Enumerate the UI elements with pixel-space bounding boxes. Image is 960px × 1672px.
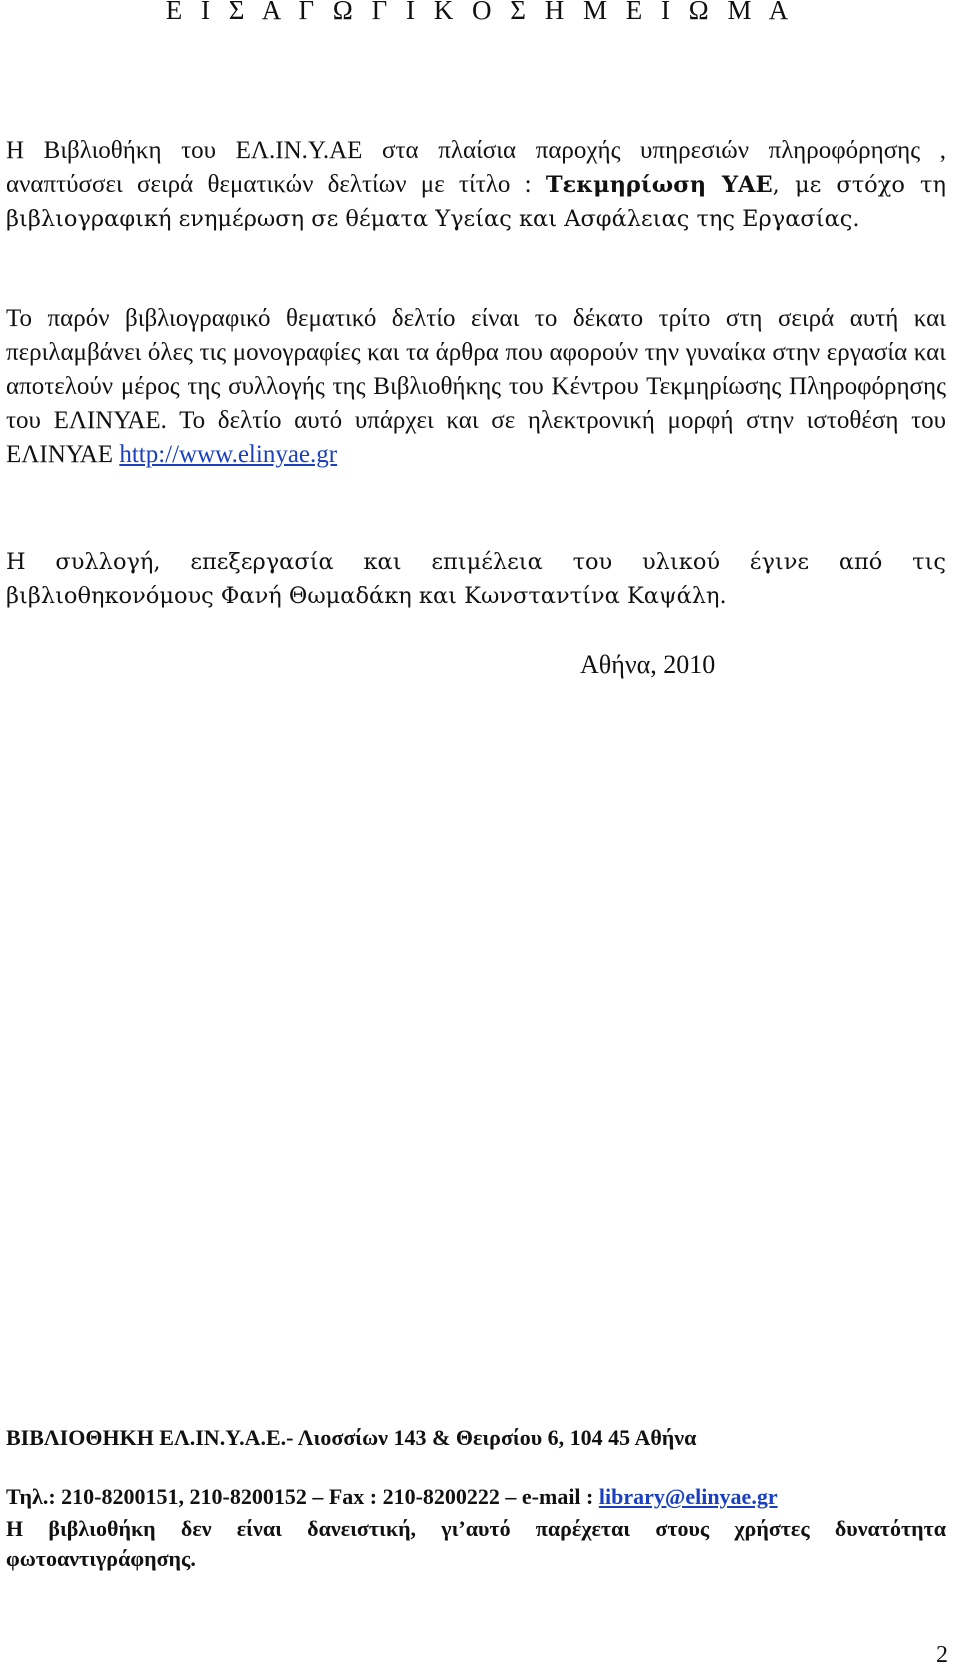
series-title: Τεκμηρίωση ΥΑΕ [545,172,773,198]
intro-paragraph [6,134,946,236]
place-date: Αθήνα, 2010 [580,650,716,679]
page-title: Ε Ι Σ Α Γ Ω Γ Ι Κ Ο Σ Η Μ Ε Ι Ω Μ Α [165,0,795,25]
footer-address: ΒΙΒΛΙΟΘΗΚΗ ΕΛ.ΙΝ.Υ.Α.Ε.- Λιοσσίων 143 & Θειρσίου 6, 104 45 Αθήνα [6,1425,697,1450]
email-link[interactable]: library@elinyae.gr [598,1484,778,1509]
bulletin-description-paragraph [6,302,946,472]
intro-paragraph-lead: Η Βιβλιοθήκη του ΕΛ.ΙΝ.Υ.ΑΕ στα πλαίσια παροχής υπηρεσιών πληροφόρησης , αναπτύσσει σειρά θεματικών δελτίων με τίτλο : [6,137,946,198]
footer-contact [6,1482,946,1512]
website-link[interactable]: http://www.elinyae.gr [119,441,338,468]
footer-contact-text: Τηλ.: 210-8200151, 210-8200152 – Fax : 210-8200222 – e-mail : [6,1484,599,1509]
intro-paragraph-tail: , με στόχο τη βιβλιογραφική ενημέρωση σε θέματα Υγείας και Ασφάλειας της Εργασίας. [6,172,946,232]
credits-paragraph: Η συλλογή, επεξεργασία και επιμέλεια του υλικού έγινε από τις βιβλιοθηκονόμους Φανή Θωμαδάκη και Κωνσταντίνα Καψάλη. [6,549,946,609]
page-number: 2 [936,1642,948,1668]
bulletin-description-text: Το παρόν βιβλιογραφικό θεματικό δελτίο είναι το δέκατο τρίτο στη σειρά αυτή και περιλαμβάνει όλες τις μονογραφίες και τα άρθρα που αφορούν την γυναίκα στην εργασία και αποτελούν μέρος της συλλογής της Βιβλιοθήκης του Κέντρου Τεκμηρίωσης Πληροφόρησης του ΕΛΙΝΥΑΕ. Το δελτίο αυτό υπάρχει και σε ηλεκτρονική μορφή στην ιστοθέση του ΕΛΙΝΥΑΕ [6,305,946,468]
footer-note: Η βιβλιοθήκη δεν είναι δανειστική, γι’αυτό παρέχεται στους χρήστες δυνατότητα φωτοαντιγράφησης. [6,1516,946,1571]
